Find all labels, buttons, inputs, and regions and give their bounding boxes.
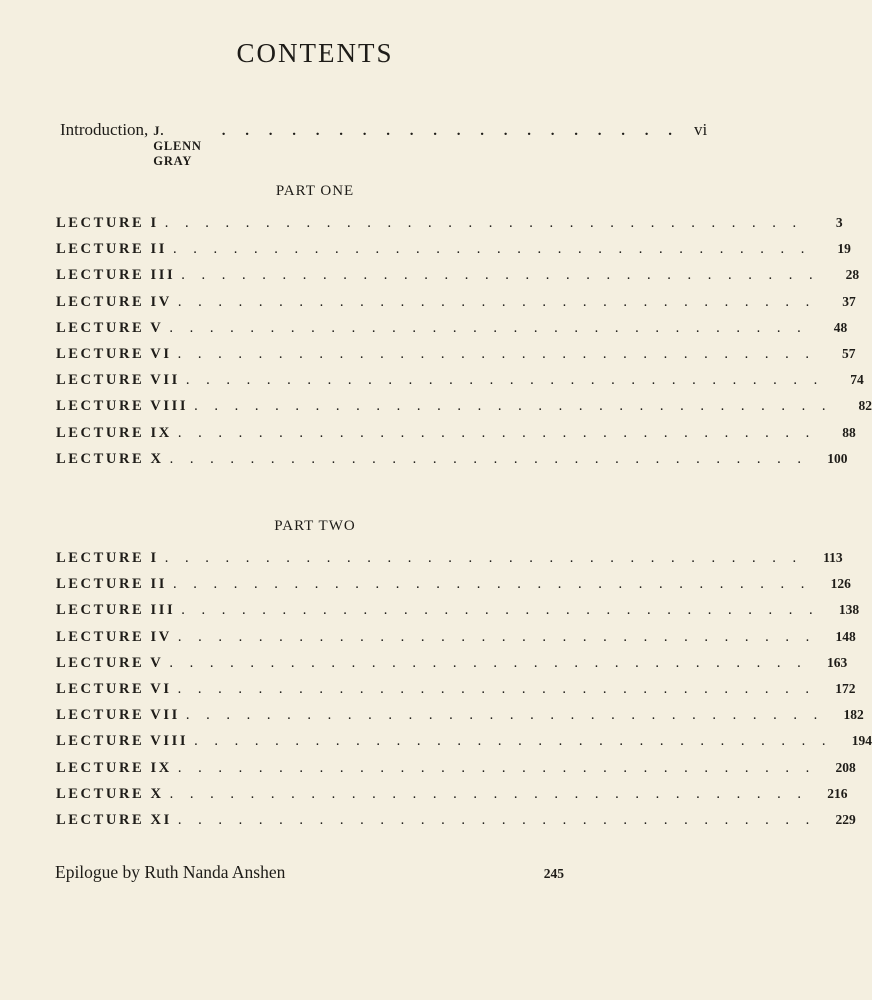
lecture-entry (56, 628, 856, 655)
lecture-entry (56, 550, 843, 576)
lecture-label: LECTURE X (56, 450, 164, 467)
lecture-label: LECTURE VII (56, 372, 180, 389)
leader-dots: . . . . . . . . . . . . . . . . . . . . . . . . . . . . . . . . (169, 654, 808, 671)
leader-dots: . . . . . . . . . . . . . . . . . . . . . . . . . . . . . . . . (181, 602, 820, 619)
lecture-page: 138 (838, 602, 860, 618)
lecture-label: LECTURE I (56, 215, 159, 231)
lecture-label: LECTURE III (56, 602, 176, 619)
lecture-entry (56, 576, 851, 602)
leader-dots: . . . . . . . . . . . . . . . . . . . . . . . . . . . . . . . . (185, 707, 824, 724)
lecture-label: LECTURE VII (56, 707, 180, 724)
lecture-label: LECTURE I (56, 550, 159, 566)
lecture-page: 182 (843, 707, 864, 723)
leader-dots: . . . . . . . . . . . . . . . . . . . . . . . . . . . . . . . . (185, 372, 824, 389)
leader-dots: . . . . . . . . . . . . . . . . . . . . . . . . . . . . . . . . (177, 345, 816, 362)
lecture-entry (56, 450, 848, 477)
lecture-label: LECTURE V (56, 654, 164, 671)
lecture-page: 48 (833, 319, 848, 335)
lecture-page: 208 (835, 759, 856, 775)
lecture-label: LECTURE II (56, 241, 168, 258)
lecture-page: 163 (826, 654, 848, 670)
lecture-entry (56, 398, 872, 424)
lecture-entry (56, 707, 864, 733)
leader-dots: . . . . . . . . . . . . . . . . . . . . . . . . . . . . . . . . (164, 550, 803, 566)
part-one-list (56, 215, 872, 477)
lecture-label: LECTURE X (56, 785, 164, 802)
leader-dots: . . . . . . . . . . . . . . . . . . . . (221, 123, 680, 139)
epilogue-label: Epilogue by Ruth Nanda Anshen (55, 862, 286, 882)
lecture-entry (56, 319, 848, 346)
leader-dots: . . . . . . . . . . . . . . . . . . . . . . . . . . . . . . . . (169, 319, 808, 336)
lecture-entry (56, 785, 848, 812)
leader-dots: . . . . . . . . . . . . . . . . . . . . . . . . . . . . . . . . (177, 811, 816, 828)
lecture-page: 100 (827, 450, 848, 466)
lecture-label: LECTURE IV (56, 293, 172, 310)
epilogue-page: 245 (543, 866, 564, 881)
lecture-page: 216 (827, 785, 848, 801)
lecture-page: 229 (835, 811, 856, 827)
lecture-page: 19 (837, 241, 851, 257)
lecture-label: LECTURE IX (56, 759, 172, 776)
lecture-label: LECTURE VIII (56, 733, 189, 750)
lecture-entry (56, 345, 856, 372)
leader-dots: . . . . . . . . . . . . . . . . . . . . . . . . . . . . . . . . (194, 398, 832, 415)
lecture-entry (56, 759, 856, 786)
lecture-label: LECTURE VIII (56, 398, 189, 415)
leader-dots: . . . . . . . . . . . . . . . . . . . . . . . . . . . . . . . . (169, 785, 808, 802)
lecture-page: 88 (842, 424, 856, 440)
lecture-label: LECTURE XI (56, 811, 172, 828)
lecture-page: 172 (835, 680, 856, 696)
lecture-entry (56, 811, 856, 838)
leader-dots: . . . . . . . . . . . . . . . . . . . . . . . . . . . . . . . . (181, 267, 820, 284)
lecture-entry (56, 654, 848, 681)
lecture-page: 113 (823, 550, 843, 565)
introduction-author: J. GLENN GRAY (153, 124, 202, 168)
lecture-entry (56, 241, 851, 267)
leader-dots: . . . . . . . . . . . . . . . . . . . . . . . . . . . . . . . . (169, 450, 808, 467)
leader-dots: . . . . . . . . . . . . . . . . . . . . . . . . . . . . . . . . (177, 293, 816, 310)
leader-dots: . . . . . . . . . . . . . . . . . . . . . . . . . . . . . . . . (194, 733, 832, 750)
leader-dots: . . . . . . . . . . . . . . . . . . . . . . . . . . . . . . . . (164, 215, 803, 231)
lecture-entry (56, 215, 843, 241)
lecture-entry (56, 424, 856, 451)
lecture-entry (56, 293, 856, 320)
part-two-list (56, 550, 872, 838)
lecture-entry (56, 267, 860, 293)
leader-dots: . . . . . . . . . . . . . . . . . . . . . . . . . . . . . . . . (173, 576, 811, 593)
leader-dots: . . . . . . . . . . . . . . . . . . . . . . . . . . . . . . . . (177, 759, 816, 776)
part-one-heading: PART ONE (275, 183, 355, 199)
lecture-page: 148 (835, 628, 856, 644)
lecture-entry (56, 602, 860, 628)
lecture-entry (56, 372, 864, 398)
lecture-label: LECTURE IX (56, 424, 172, 441)
lecture-label: LECTURE III (56, 267, 176, 284)
lecture-label: LECTURE II (56, 576, 168, 593)
lecture-page: 74 (850, 372, 864, 388)
leader-dots: . . . . . . . . . . . . . . . . . . . . . . . . . . . . . . . . (177, 680, 816, 697)
leader-dots: . . . . . . . . . . . . . . . . . . . . . . . . . . . . . . . . (173, 241, 811, 258)
lecture-page: 37 (842, 293, 856, 309)
lecture-entry (56, 680, 856, 707)
lecture-entry (56, 733, 872, 759)
lecture-page: 3 (835, 215, 843, 230)
lecture-label: LECTURE VI (56, 345, 172, 362)
leader-dots: . . . . . . . . . . . . . . . . . . . . . . . . . . . . . . . . (177, 424, 816, 441)
lecture-label: LECTURE VI (56, 680, 172, 697)
introduction-label: Introduction, (60, 120, 149, 139)
lecture-page: 82 (858, 398, 872, 414)
introduction-entry (60, 120, 708, 169)
part-two-heading: PART TWO (274, 518, 356, 534)
lecture-page: 126 (830, 576, 851, 592)
lecture-page: 57 (841, 345, 856, 361)
lecture-label: LECTURE IV (56, 628, 172, 645)
lecture-page: 28 (845, 267, 860, 283)
page-title: CONTENTS (236, 38, 394, 68)
epilogue-entry (55, 862, 564, 883)
introduction-page: vi (694, 120, 708, 139)
leader-dots: . . . . . . . . . . . . . . . . . . . . . . . . . . . . . . . . (177, 628, 816, 645)
lecture-label: LECTURE V (56, 319, 164, 336)
lecture-page: 194 (851, 733, 872, 749)
